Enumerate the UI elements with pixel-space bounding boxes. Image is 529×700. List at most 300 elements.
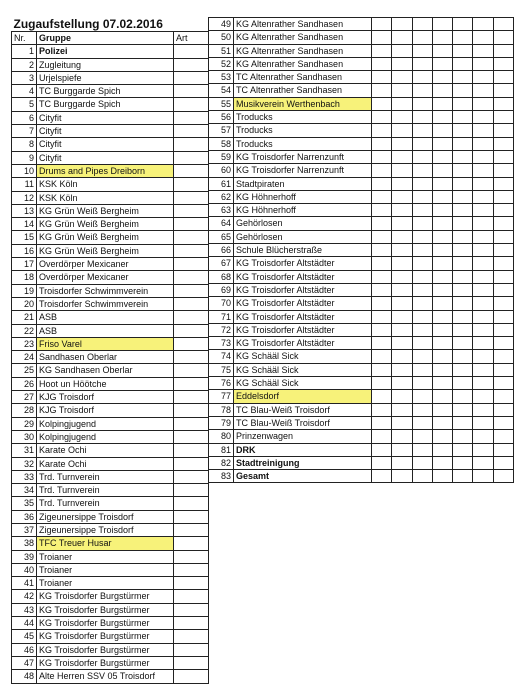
empty-cell bbox=[432, 350, 452, 363]
group-name: KG Troisdorfer Altstädter bbox=[234, 337, 372, 350]
empty-cell bbox=[412, 150, 432, 163]
table-row bbox=[12, 510, 209, 523]
empty-cell bbox=[453, 270, 473, 283]
empty-cell bbox=[493, 164, 513, 177]
group-name: Eddelsdorf bbox=[234, 390, 372, 403]
group-name: TC Blau-Weiß Troisdorf bbox=[234, 403, 372, 416]
empty-cell bbox=[372, 190, 392, 203]
table-row bbox=[12, 45, 209, 58]
row-number: 55 bbox=[209, 97, 234, 110]
row-number: 81 bbox=[209, 443, 234, 456]
header-nr: Nr. bbox=[12, 32, 37, 45]
row-number: 26 bbox=[12, 377, 37, 390]
empty-cell bbox=[412, 57, 432, 70]
group-name: Gehörlosen bbox=[234, 230, 372, 243]
table-row bbox=[12, 191, 209, 204]
empty-cell bbox=[432, 297, 452, 310]
group-name: KG Troisdorfer Burgstürmer bbox=[37, 643, 174, 656]
group-name: KG Troisdorfer Altstädter bbox=[234, 323, 372, 336]
empty-cell bbox=[372, 137, 392, 150]
empty-cell bbox=[174, 550, 209, 563]
empty-cell bbox=[412, 204, 432, 217]
empty-cell bbox=[372, 44, 392, 57]
empty-cell bbox=[412, 350, 432, 363]
empty-cell bbox=[453, 337, 473, 350]
empty-cell bbox=[453, 443, 473, 456]
empty-cell bbox=[473, 44, 493, 57]
group-name: Zugleitung bbox=[37, 58, 174, 71]
group-name: KG Troisdorfer Burgstürmer bbox=[37, 630, 174, 643]
empty-cell bbox=[432, 283, 452, 296]
empty-cell bbox=[174, 590, 209, 603]
empty-cell bbox=[392, 97, 412, 110]
table-row bbox=[12, 324, 209, 337]
group-name: KG Grün Weiß Bergheim bbox=[37, 204, 174, 217]
empty-cell bbox=[174, 98, 209, 111]
empty-cell bbox=[174, 457, 209, 470]
empty-cell bbox=[453, 403, 473, 416]
empty-cell bbox=[412, 323, 432, 336]
group-name: KG Höhnerhoff bbox=[234, 204, 372, 217]
row-number: 39 bbox=[12, 550, 37, 563]
empty-cell bbox=[432, 430, 452, 443]
row-number: 32 bbox=[12, 457, 37, 470]
row-number: 20 bbox=[12, 297, 37, 310]
empty-cell bbox=[473, 257, 493, 270]
empty-cell bbox=[453, 18, 473, 31]
table-row bbox=[209, 337, 514, 350]
row-number: 48 bbox=[12, 670, 37, 683]
row-number: 14 bbox=[12, 218, 37, 231]
empty-cell bbox=[174, 191, 209, 204]
empty-cell bbox=[174, 391, 209, 404]
empty-cell bbox=[412, 230, 432, 243]
empty-cell bbox=[372, 164, 392, 177]
group-name: KJG Troisdorf bbox=[37, 391, 174, 404]
empty-cell bbox=[372, 363, 392, 376]
table-row bbox=[12, 58, 209, 71]
empty-cell bbox=[392, 390, 412, 403]
empty-cell bbox=[453, 44, 473, 57]
table-row bbox=[12, 271, 209, 284]
empty-cell bbox=[392, 270, 412, 283]
empty-cell bbox=[372, 443, 392, 456]
empty-cell bbox=[412, 283, 432, 296]
group-name: Zigeunersippe Troisdorf bbox=[37, 523, 174, 536]
empty-cell bbox=[392, 111, 412, 124]
empty-cell bbox=[372, 270, 392, 283]
empty-cell bbox=[372, 230, 392, 243]
empty-cell bbox=[392, 84, 412, 97]
row-number: 51 bbox=[209, 44, 234, 57]
empty-cell bbox=[392, 377, 412, 390]
empty-cell bbox=[372, 18, 392, 31]
table-row bbox=[209, 270, 514, 283]
group-name: KG Troisdorfer Narrenzunft bbox=[234, 164, 372, 177]
empty-cell bbox=[372, 111, 392, 124]
empty-cell bbox=[372, 430, 392, 443]
empty-cell bbox=[453, 124, 473, 137]
empty-cell bbox=[412, 337, 432, 350]
empty-cell bbox=[432, 18, 452, 31]
empty-cell bbox=[453, 283, 473, 296]
empty-cell bbox=[432, 337, 452, 350]
table-row bbox=[12, 484, 209, 497]
empty-cell bbox=[493, 403, 513, 416]
row-number: 65 bbox=[209, 230, 234, 243]
empty-cell bbox=[392, 150, 412, 163]
table-row bbox=[209, 18, 514, 31]
header-art: Art bbox=[174, 32, 209, 45]
empty-cell bbox=[432, 310, 452, 323]
row-number: 17 bbox=[12, 258, 37, 271]
empty-cell bbox=[392, 164, 412, 177]
group-name: Karate Ochi bbox=[37, 457, 174, 470]
empty-cell bbox=[432, 416, 452, 429]
empty-cell bbox=[392, 456, 412, 469]
group-name: Musikverein Werthenbach bbox=[234, 97, 372, 110]
empty-cell bbox=[174, 603, 209, 616]
empty-cell bbox=[453, 456, 473, 469]
empty-cell bbox=[174, 138, 209, 151]
row-number: 74 bbox=[209, 350, 234, 363]
empty-cell bbox=[174, 484, 209, 497]
empty-cell bbox=[372, 337, 392, 350]
table-row bbox=[209, 363, 514, 376]
empty-cell bbox=[432, 456, 452, 469]
row-number: 72 bbox=[209, 323, 234, 336]
empty-cell bbox=[412, 310, 432, 323]
empty-cell bbox=[392, 244, 412, 257]
empty-cell bbox=[493, 430, 513, 443]
row-number: 8 bbox=[12, 138, 37, 151]
left-table bbox=[11, 17, 209, 684]
empty-cell bbox=[453, 84, 473, 97]
empty-cell bbox=[493, 204, 513, 217]
group-name: KG Schääl Sick bbox=[234, 363, 372, 376]
table-row bbox=[12, 178, 209, 191]
empty-cell bbox=[392, 18, 412, 31]
table-row bbox=[12, 98, 209, 111]
empty-cell bbox=[174, 523, 209, 536]
group-name: KG Troisdorfer Altstädter bbox=[234, 270, 372, 283]
row-number: 42 bbox=[12, 590, 37, 603]
table-row bbox=[12, 111, 209, 124]
empty-cell bbox=[453, 323, 473, 336]
row-number: 45 bbox=[12, 630, 37, 643]
group-name: KG Troisdorfer Altstädter bbox=[234, 257, 372, 270]
empty-cell bbox=[453, 190, 473, 203]
empty-cell bbox=[432, 137, 452, 150]
empty-cell bbox=[432, 377, 452, 390]
row-number: 47 bbox=[12, 656, 37, 669]
empty-cell bbox=[493, 124, 513, 137]
empty-cell bbox=[174, 577, 209, 590]
empty-cell bbox=[412, 164, 432, 177]
empty-cell bbox=[453, 71, 473, 84]
empty-cell bbox=[493, 111, 513, 124]
empty-cell bbox=[412, 217, 432, 230]
empty-cell bbox=[493, 244, 513, 257]
table-row bbox=[12, 337, 209, 350]
group-name: TC Burggarde Spich bbox=[37, 98, 174, 111]
row-number: 58 bbox=[209, 137, 234, 150]
group-name: KG Troisdorfer Altstädter bbox=[234, 283, 372, 296]
group-name: ASB bbox=[37, 311, 174, 324]
table-row bbox=[209, 416, 514, 429]
group-name: TC Altenrather Sandhasen bbox=[234, 84, 372, 97]
empty-cell bbox=[392, 470, 412, 483]
table-row bbox=[12, 138, 209, 151]
empty-cell bbox=[174, 85, 209, 98]
empty-cell bbox=[493, 150, 513, 163]
empty-cell bbox=[493, 283, 513, 296]
group-name: Troducks bbox=[234, 111, 372, 124]
empty-cell bbox=[493, 270, 513, 283]
row-number: 21 bbox=[12, 311, 37, 324]
empty-cell bbox=[493, 456, 513, 469]
group-name: KG Troisdorfer Burgstürmer bbox=[37, 617, 174, 630]
group-name: Kolpingjugend bbox=[37, 417, 174, 430]
table-row bbox=[209, 310, 514, 323]
empty-cell bbox=[174, 324, 209, 337]
group-name: Troianer bbox=[37, 550, 174, 563]
row-number: 56 bbox=[209, 111, 234, 124]
empty-cell bbox=[412, 390, 432, 403]
empty-cell bbox=[392, 217, 412, 230]
group-name: Troisdorfer Schwimmverein bbox=[37, 284, 174, 297]
empty-cell bbox=[432, 204, 452, 217]
group-name: Cityfit bbox=[37, 138, 174, 151]
empty-cell bbox=[473, 18, 493, 31]
empty-cell bbox=[174, 643, 209, 656]
empty-cell bbox=[473, 323, 493, 336]
table-row bbox=[12, 417, 209, 430]
empty-cell bbox=[493, 217, 513, 230]
group-name: Hoot un Höötche bbox=[37, 377, 174, 390]
empty-cell bbox=[473, 443, 493, 456]
empty-cell bbox=[432, 363, 452, 376]
empty-cell bbox=[493, 323, 513, 336]
empty-cell bbox=[473, 111, 493, 124]
empty-cell bbox=[372, 177, 392, 190]
table-row bbox=[12, 351, 209, 364]
empty-cell bbox=[432, 150, 452, 163]
row-number: 7 bbox=[12, 125, 37, 138]
table-row bbox=[209, 71, 514, 84]
table-row bbox=[209, 456, 514, 469]
row-number: 23 bbox=[12, 337, 37, 350]
empty-cell bbox=[412, 416, 432, 429]
empty-cell bbox=[412, 177, 432, 190]
empty-cell bbox=[453, 257, 473, 270]
table-row bbox=[12, 603, 209, 616]
empty-cell bbox=[432, 177, 452, 190]
empty-cell bbox=[473, 283, 493, 296]
group-name: Troianer bbox=[37, 563, 174, 576]
row-number: 53 bbox=[209, 71, 234, 84]
table-row bbox=[12, 430, 209, 443]
row-number: 78 bbox=[209, 403, 234, 416]
empty-cell bbox=[432, 217, 452, 230]
table-row bbox=[12, 563, 209, 576]
empty-cell bbox=[473, 350, 493, 363]
empty-cell bbox=[392, 124, 412, 137]
group-name: Prinzenwagen bbox=[234, 430, 372, 443]
empty-cell bbox=[392, 416, 412, 429]
empty-cell bbox=[174, 178, 209, 191]
row-number: 1 bbox=[12, 45, 37, 58]
empty-cell bbox=[493, 97, 513, 110]
table-row bbox=[209, 204, 514, 217]
empty-cell bbox=[432, 44, 452, 57]
table-row bbox=[209, 430, 514, 443]
group-name: KG Troisdorfer Burgstürmer bbox=[37, 656, 174, 669]
empty-cell bbox=[372, 377, 392, 390]
empty-cell bbox=[174, 71, 209, 84]
group-name: KG Troisdorfer Burgstürmer bbox=[37, 603, 174, 616]
row-number: 35 bbox=[12, 497, 37, 510]
empty-cell bbox=[473, 71, 493, 84]
empty-cell bbox=[432, 244, 452, 257]
table-row bbox=[12, 391, 209, 404]
table-row bbox=[12, 204, 209, 217]
empty-cell bbox=[392, 137, 412, 150]
empty-cell bbox=[174, 58, 209, 71]
empty-cell bbox=[453, 430, 473, 443]
empty-cell bbox=[412, 257, 432, 270]
empty-cell bbox=[473, 204, 493, 217]
empty-cell bbox=[432, 257, 452, 270]
empty-cell bbox=[412, 124, 432, 137]
empty-cell bbox=[493, 377, 513, 390]
empty-cell bbox=[174, 417, 209, 430]
empty-cell bbox=[432, 270, 452, 283]
row-number: 49 bbox=[209, 18, 234, 31]
row-number: 68 bbox=[209, 270, 234, 283]
empty-cell bbox=[392, 177, 412, 190]
empty-cell bbox=[372, 97, 392, 110]
empty-cell bbox=[372, 310, 392, 323]
table-row bbox=[209, 230, 514, 243]
row-number: 30 bbox=[12, 430, 37, 443]
table-row bbox=[12, 537, 209, 550]
empty-cell bbox=[372, 124, 392, 137]
table-row bbox=[12, 523, 209, 536]
empty-cell bbox=[412, 244, 432, 257]
row-number: 71 bbox=[209, 310, 234, 323]
group-name: Cityfit bbox=[37, 111, 174, 124]
row-number: 82 bbox=[209, 456, 234, 469]
group-name: KG Grün Weiß Bergheim bbox=[37, 218, 174, 231]
empty-cell bbox=[432, 190, 452, 203]
table-row bbox=[12, 643, 209, 656]
empty-cell bbox=[453, 164, 473, 177]
empty-cell bbox=[473, 430, 493, 443]
empty-cell bbox=[174, 537, 209, 550]
table-row bbox=[12, 656, 209, 669]
empty-cell bbox=[432, 403, 452, 416]
row-number: 29 bbox=[12, 417, 37, 430]
empty-cell bbox=[174, 151, 209, 164]
table-row bbox=[209, 390, 514, 403]
empty-cell bbox=[174, 271, 209, 284]
group-name: Stadtpiraten bbox=[234, 177, 372, 190]
empty-cell bbox=[412, 377, 432, 390]
empty-cell bbox=[412, 18, 432, 31]
empty-cell bbox=[412, 363, 432, 376]
group-name: KSK Köln bbox=[37, 178, 174, 191]
group-name: Friso Varel bbox=[37, 337, 174, 350]
empty-cell bbox=[174, 111, 209, 124]
empty-cell bbox=[493, 31, 513, 44]
empty-cell bbox=[493, 363, 513, 376]
empty-cell bbox=[412, 31, 432, 44]
empty-cell bbox=[432, 230, 452, 243]
empty-cell bbox=[392, 57, 412, 70]
group-name: KJG Troisdorf bbox=[37, 404, 174, 417]
empty-cell bbox=[432, 57, 452, 70]
group-name: Troducks bbox=[234, 137, 372, 150]
empty-cell bbox=[372, 283, 392, 296]
empty-cell bbox=[473, 377, 493, 390]
table-row bbox=[209, 150, 514, 163]
empty-cell bbox=[372, 470, 392, 483]
row-number: 75 bbox=[209, 363, 234, 376]
empty-cell bbox=[453, 204, 473, 217]
group-name: DRK bbox=[234, 443, 372, 456]
empty-cell bbox=[493, 71, 513, 84]
empty-cell bbox=[432, 111, 452, 124]
row-number: 44 bbox=[12, 617, 37, 630]
empty-cell bbox=[412, 97, 432, 110]
group-name: Trd. Turnverein bbox=[37, 470, 174, 483]
empty-cell bbox=[392, 283, 412, 296]
empty-cell bbox=[453, 230, 473, 243]
empty-cell bbox=[493, 190, 513, 203]
empty-cell bbox=[392, 31, 412, 44]
empty-cell bbox=[473, 164, 493, 177]
empty-cell bbox=[174, 377, 209, 390]
empty-cell bbox=[453, 57, 473, 70]
empty-cell bbox=[493, 177, 513, 190]
empty-cell bbox=[174, 337, 209, 350]
empty-cell bbox=[392, 310, 412, 323]
group-name: KG Altenrather Sandhasen bbox=[234, 31, 372, 44]
row-number: 43 bbox=[12, 603, 37, 616]
group-name: Urjelspiefe bbox=[37, 71, 174, 84]
empty-cell bbox=[412, 430, 432, 443]
empty-cell bbox=[473, 363, 493, 376]
empty-cell bbox=[372, 204, 392, 217]
table-row bbox=[12, 377, 209, 390]
row-number: 41 bbox=[12, 577, 37, 590]
row-number: 28 bbox=[12, 404, 37, 417]
empty-cell bbox=[174, 231, 209, 244]
empty-cell bbox=[473, 390, 493, 403]
empty-cell bbox=[473, 137, 493, 150]
empty-cell bbox=[392, 204, 412, 217]
empty-cell bbox=[392, 44, 412, 57]
empty-cell bbox=[372, 71, 392, 84]
table-row bbox=[12, 164, 209, 177]
empty-cell bbox=[392, 71, 412, 84]
table-row bbox=[209, 403, 514, 416]
row-number: 52 bbox=[209, 57, 234, 70]
group-name: KG Troisdorfer Narrenzunft bbox=[234, 150, 372, 163]
table-row bbox=[209, 177, 514, 190]
group-name: Overdörper Mexicaner bbox=[37, 258, 174, 271]
